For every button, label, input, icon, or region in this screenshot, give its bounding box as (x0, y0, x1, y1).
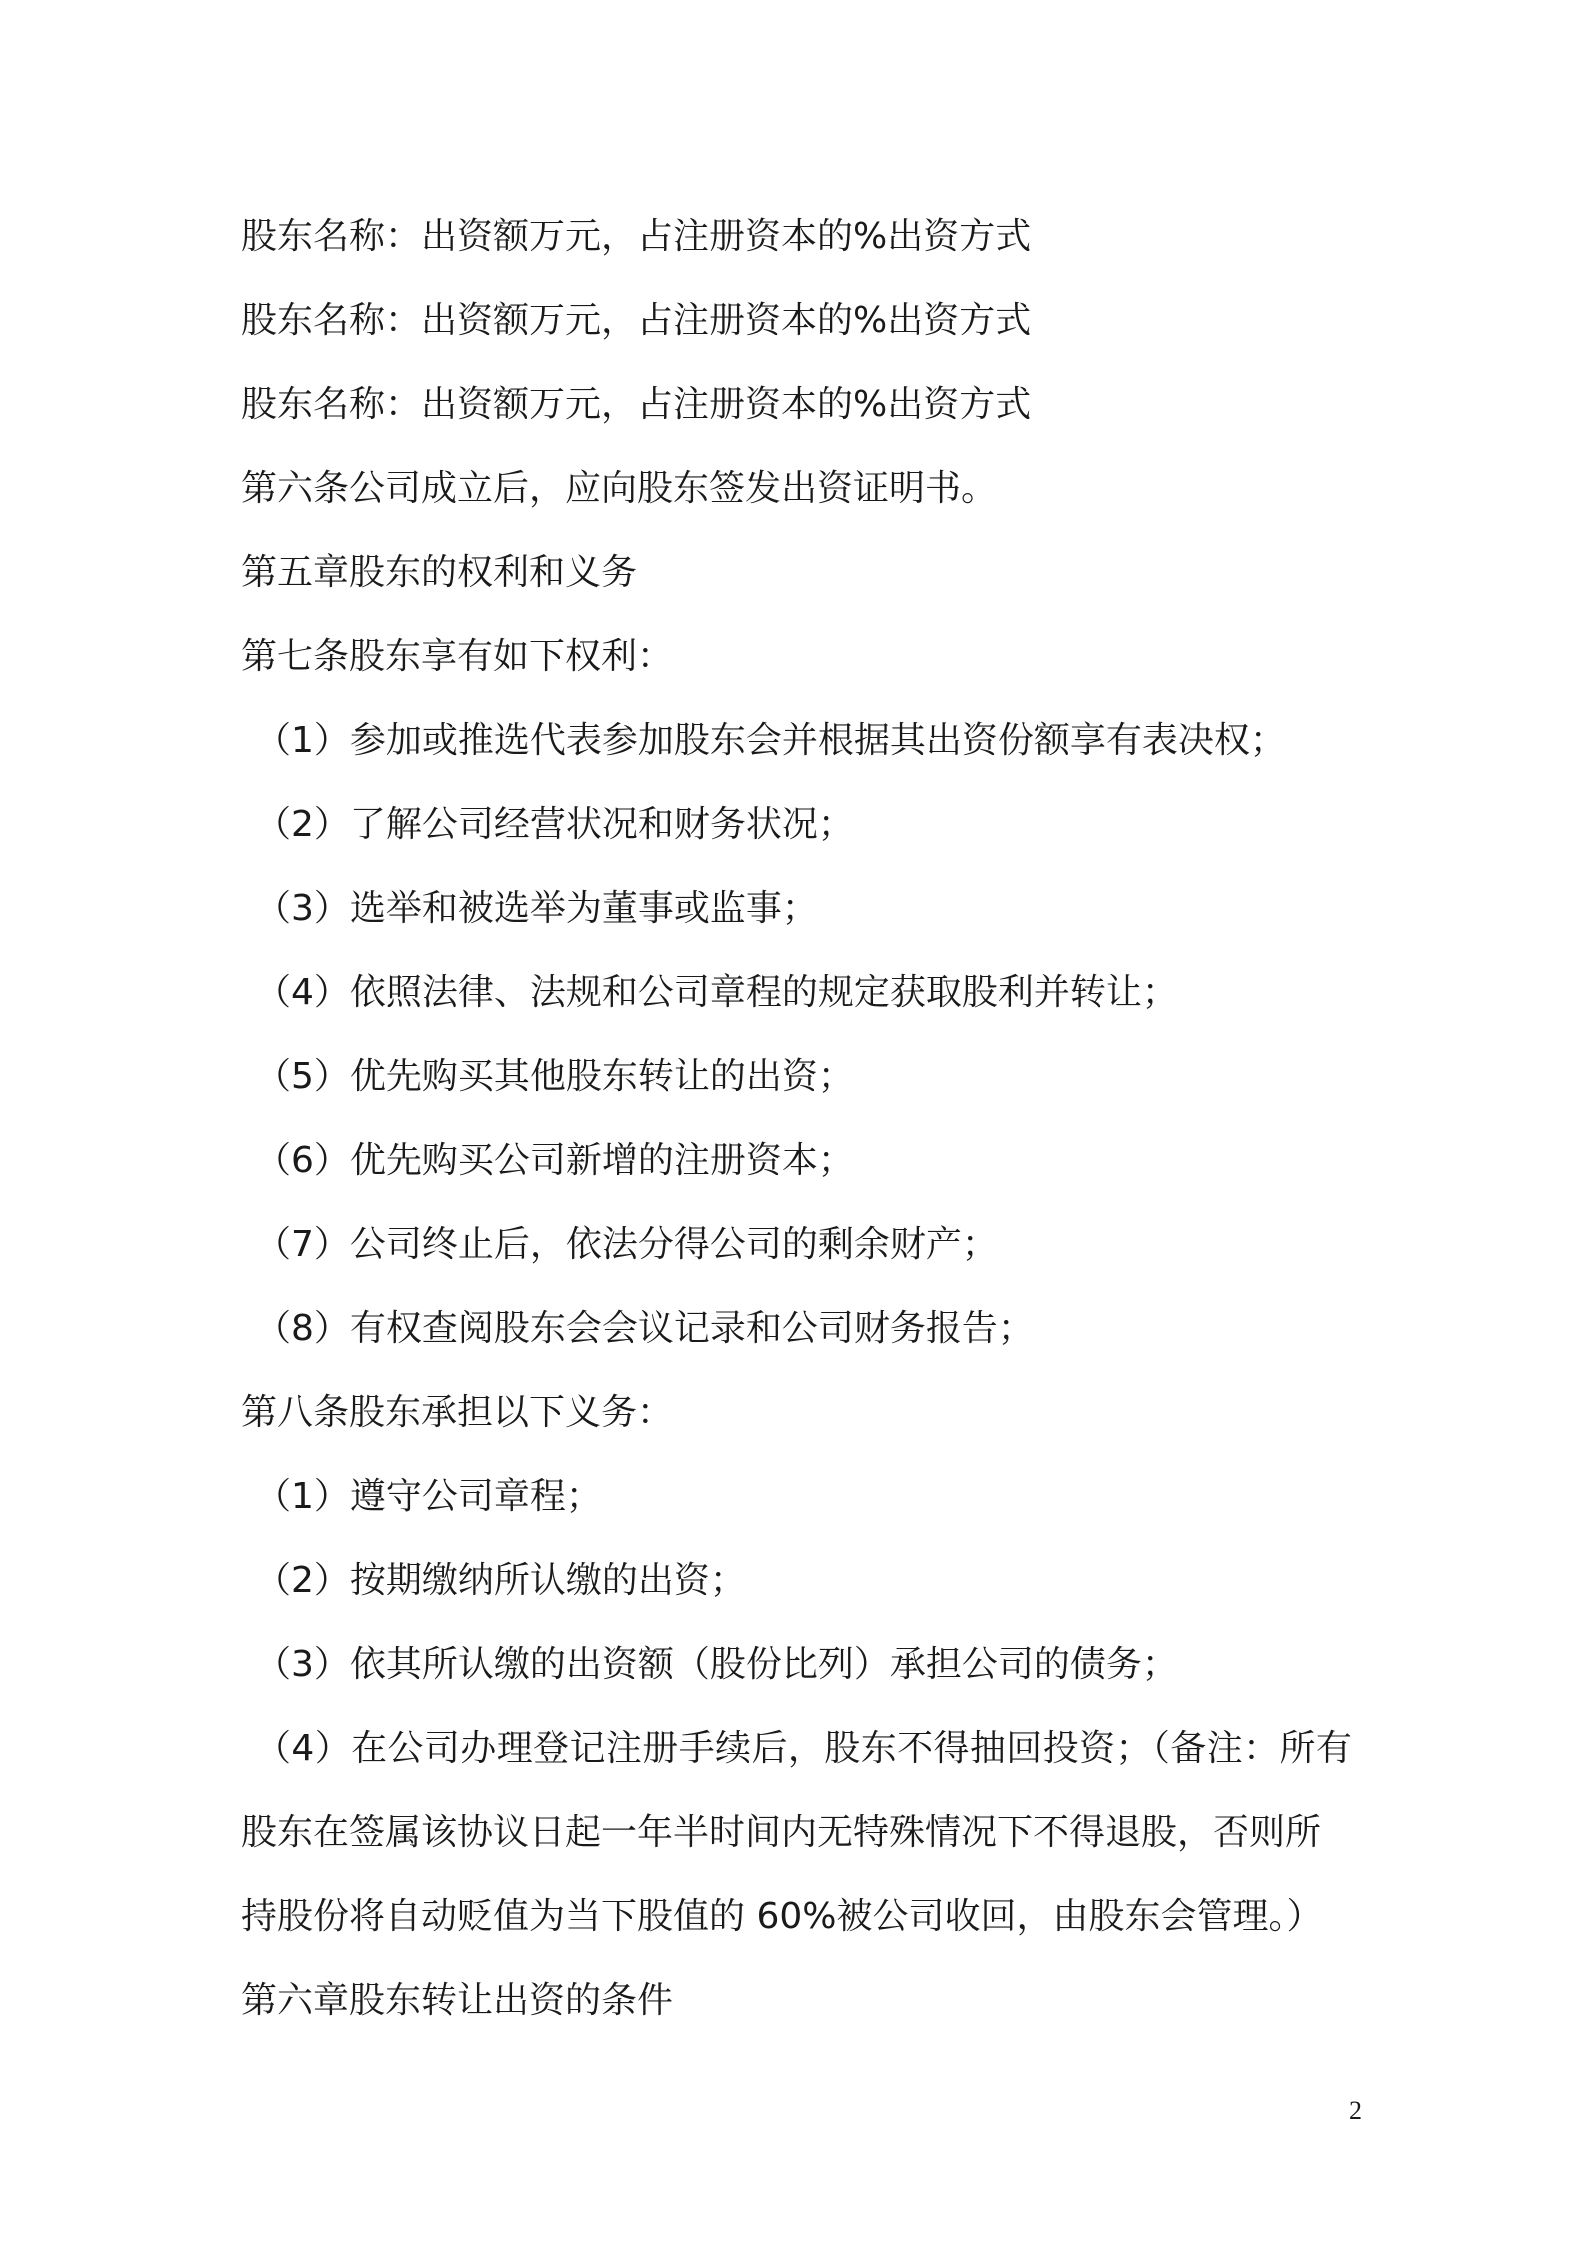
chapter-6-heading: 第六章股东转让出资的条件 (241, 1980, 674, 2021)
duty-item-4-continued: 股东在签属该协议日起一年半时间内无特殊情况下不得退股，否则所 (241, 1812, 1322, 1853)
duty-item-3: （3）依其所认缴的出资额（股份比列）承担公司的债务； (255, 1644, 1178, 1685)
article-7: 第七条股东享有如下权利： (241, 636, 674, 677)
duty-item-2: （2）按期缴纳所认缴的出资； (255, 1560, 746, 1601)
right-item-1: （1）参加或推选代表参加股东会并根据其出资份额享有表决权； (255, 720, 1286, 761)
article-6: 第六条公司成立后，应向股东签发出资证明书。 (241, 468, 998, 509)
shareholder-line-3: 股东名称：出资额万元，占注册资本的%出资方式 (241, 384, 1032, 425)
shareholder-line-2: 股东名称：出资额万元，占注册资本的%出资方式 (241, 300, 1032, 341)
chapter-5-heading: 第五章股东的权利和义务 (241, 552, 638, 593)
right-item-6: （6）优先购买公司新增的注册资本； (255, 1140, 854, 1181)
article-8: 第八条股东承担以下义务： (241, 1392, 674, 1433)
right-item-7: （7）公司终止后，依法分得公司的剩余财产； (255, 1224, 998, 1265)
right-item-4: （4）依照法律、法规和公司章程的规定获取股利并转让； (255, 972, 1178, 1013)
document-body (241, 195, 1361, 2043)
right-item-5: （5）优先购买其他股东转让的出资； (255, 1056, 854, 1097)
right-item-3: （3）选举和被选举为董事或监事； (255, 888, 818, 929)
page-number: 2 (1349, 2096, 1362, 2125)
right-item-8: （8）有权查阅股东会会议记录和公司财务报告； (255, 1308, 1034, 1349)
shareholder-line-1: 股东名称：出资额万元，占注册资本的%出资方式 (241, 216, 1032, 257)
duty-item-1: （1）遵守公司章程； (255, 1476, 602, 1517)
right-item-2: （2）了解公司经营状况和财务状况； (255, 804, 854, 845)
duty-item-4: （4）在公司办理登记注册手续后，股东不得抽回投资；（备注：所有 (255, 1728, 1353, 1769)
duty-item-4-end: 持股份将自动贬值为当下股值的 60%被公司收回，由股东会管理。） (241, 1896, 1323, 1937)
